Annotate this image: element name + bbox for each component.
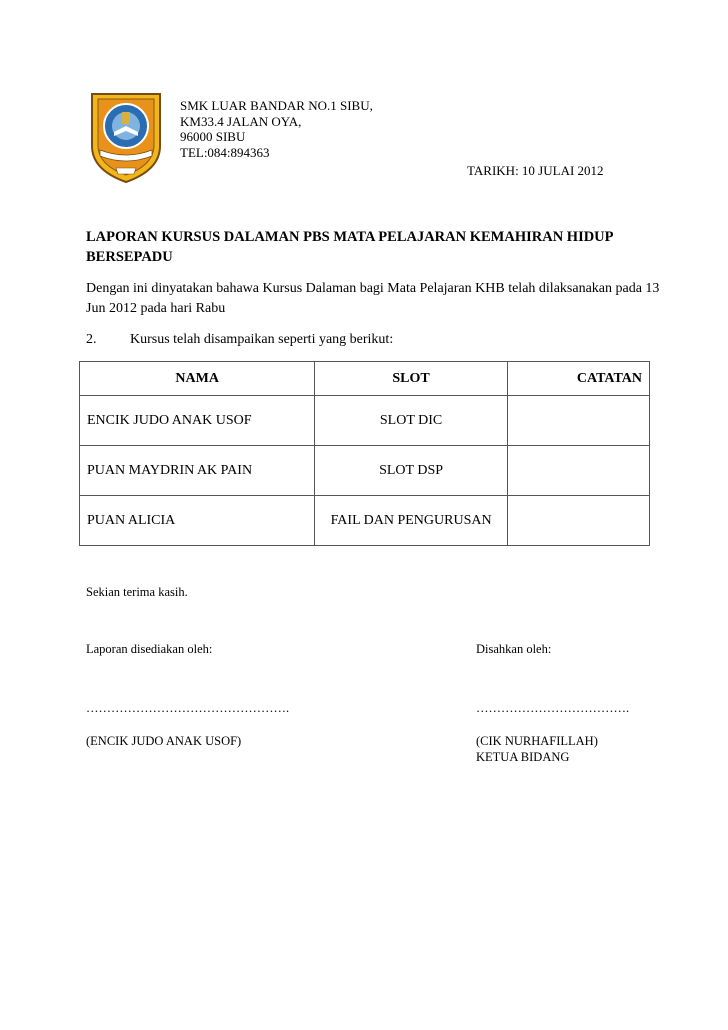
approved-by-label: Disahkan oleh: xyxy=(476,642,552,656)
table-row xyxy=(80,396,650,446)
prepared-signature-line: …………………………………………. xyxy=(86,701,290,715)
report-title: LAPORAN KURSUS DALAMAN PBS MATA PELAJARAN KEMAHIRAN HIDUP BERSEPADU xyxy=(86,229,613,265)
header-nama: NAMA xyxy=(80,362,315,396)
cell-slot: SLOT DIC xyxy=(315,396,507,446)
table-header-row xyxy=(80,362,650,396)
cell-catatan xyxy=(507,446,649,496)
cell-nama: ENCIK JUDO ANAK USOF xyxy=(80,396,315,446)
cell-slot: SLOT DSP xyxy=(315,446,507,496)
header-catatan: CATATAN xyxy=(507,362,649,396)
cell-nama: PUAN MAYDRIN AK PAIN xyxy=(80,446,315,496)
table-row xyxy=(80,446,650,496)
item-text: Kursus telah disampaikan seperti yang berikut: xyxy=(130,332,394,347)
prepared-name: (ENCIK JUDO ANAK USOF) xyxy=(86,734,242,748)
address-line: KM33.4 JALAN OYA, xyxy=(180,113,302,129)
header-slot: SLOT xyxy=(315,362,507,396)
closing-text: Sekian terima kasih. xyxy=(86,585,188,599)
cell-catatan xyxy=(507,496,649,546)
item-number: 2. xyxy=(86,332,97,347)
approved-title: KETUA BIDANG xyxy=(476,750,570,764)
school-name: SMK LUAR BANDAR NO.1 SIBU, xyxy=(180,98,373,113)
numbered-item xyxy=(86,332,393,348)
cell-nama: PUAN ALICIA xyxy=(80,496,315,546)
report-date: TARIKH: 10 JULAI 2012 xyxy=(467,163,604,178)
telephone: TEL:084:894363 xyxy=(180,144,270,160)
prepared-by-label: Laporan disediakan oleh: xyxy=(86,642,213,656)
course-table xyxy=(79,361,650,546)
intro-paragraph: Dengan ini dinyatakan bahawa Kursus Dalaman bagi Mata Pelajaran KHB telah dilaksanakan pada 13 Jun 2012 pada hari Rabu xyxy=(86,281,660,316)
approved-name: (CIK NURHAFILLAH) xyxy=(476,734,598,748)
approved-signature-line: ………………………………. xyxy=(476,701,630,715)
cell-slot: FAIL DAN PENGURUSAN xyxy=(315,496,507,546)
school-logo xyxy=(86,88,166,184)
table-row xyxy=(80,496,650,546)
letterhead-address xyxy=(180,98,373,160)
postcode-city: 96000 SIBU xyxy=(180,129,246,144)
cell-catatan xyxy=(507,396,649,446)
